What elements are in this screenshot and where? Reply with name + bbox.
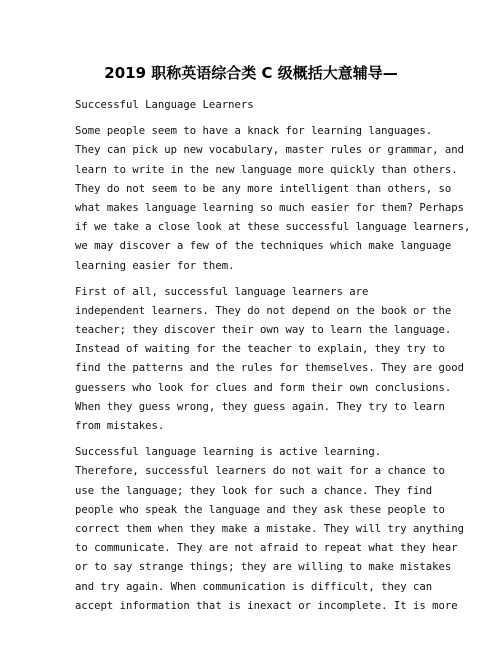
paragraph-line: we may discover a few of the techniques which make language [75, 240, 452, 253]
paragraph-line: if we take a close look at these successful language learners, [75, 221, 471, 234]
paragraph-line: learning easier for them. [75, 259, 235, 272]
paragraph-line: Instead of waiting for the teacher to explain, they try to [75, 343, 445, 356]
paragraph-line: use the language; they look for such a chance. They find [75, 484, 433, 497]
paragraph-line: people who speak the language and they ask these people to [75, 503, 445, 516]
article-subtitle: Successful Language Learners [75, 99, 254, 111]
paragraph-1 [75, 122, 471, 276]
article-body [75, 96, 471, 623]
paragraph-line: When they guess wrong, they guess again. They try to learn [75, 400, 445, 413]
paragraph-line: Successful language learning is active learning. [75, 446, 382, 459]
paragraph-line: Some people seem to have a knack for learning languages. [75, 125, 433, 138]
paragraph-line: or to say strange things; they are willing to make mistakes [75, 561, 452, 574]
paragraph-line: They do not seem to be any more intelligent than others, so [75, 182, 452, 195]
paragraph-line: teacher; they discover their own way to learn the language. [75, 324, 452, 337]
paragraph-line: what makes language learning so much easier for them? Perhaps [75, 201, 465, 214]
paragraph-line: correct them when they make a mistake. They will try anything [75, 522, 465, 535]
paragraph-2 [75, 283, 465, 437]
paragraph-line: accept information that is inexact or incomplete. It is more [75, 599, 458, 612]
paragraph-line: guessers who look for clues and form their own conclusions. [75, 381, 452, 394]
paragraph-line: and try again. When communication is difficult, they can [75, 580, 433, 593]
paragraph-line: They can pick up new vocabulary, master rules or grammar, and [75, 144, 465, 157]
paragraph-line: find the patterns and the rules for themselves. They are good [75, 362, 465, 375]
paragraph-line: independent learners. They do not depend on the book or the [75, 304, 452, 317]
paragraph-line: to communicate. They are not afraid to repeat what they hear [75, 542, 458, 555]
paragraph-line: learn to write in the new language more quickly than others. [75, 163, 458, 176]
paragraph-line: from mistakes. [75, 420, 165, 432]
document-title: 2019 职称英语综合类 C 级概括大意辅导— [104, 64, 398, 82]
paragraph-line: First of all, successful language learners are [75, 285, 369, 298]
paragraph-3 [75, 443, 465, 616]
paragraph-line: Therefore, successful learners do not wait for a chance to [75, 465, 445, 478]
